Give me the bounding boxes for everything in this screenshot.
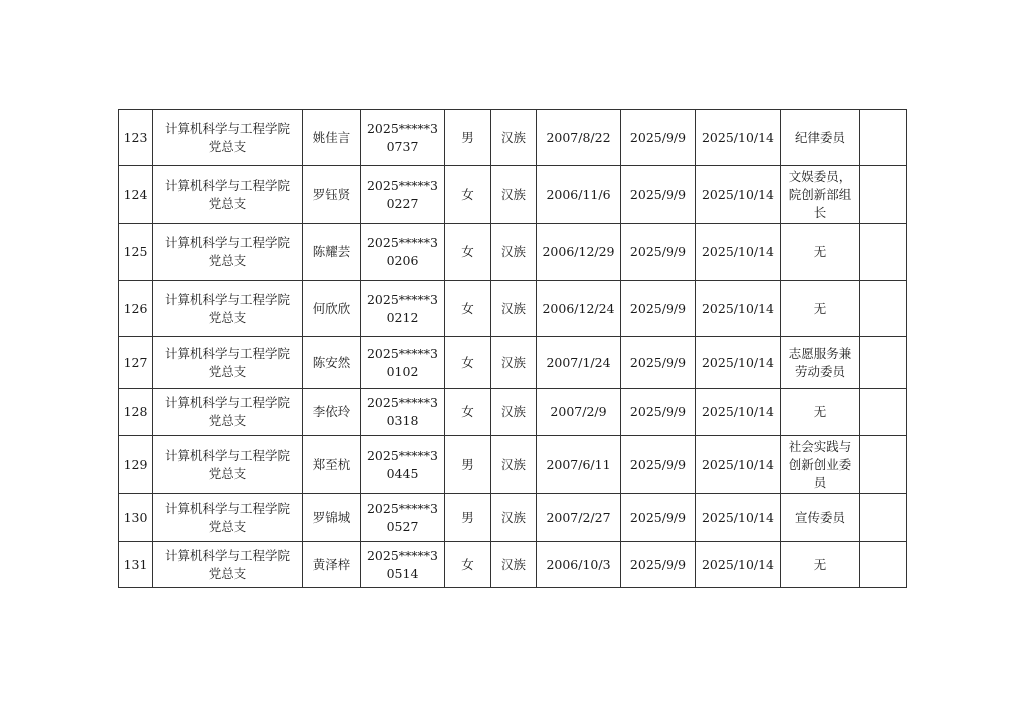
position-cell: 无 <box>781 389 860 436</box>
birth-date-cell: 2006/10/3 <box>537 542 621 588</box>
table-row <box>119 542 907 588</box>
note-cell <box>860 542 907 588</box>
date-cell-1: 2025/9/9 <box>621 389 696 436</box>
birth-date-cell: 2006/12/24 <box>537 281 621 337</box>
gender-cell: 男 <box>445 110 491 166</box>
name-cell: 罗锦城 <box>303 494 361 542</box>
student-id-cell: 2025*****3 0527 <box>361 494 445 542</box>
seq-cell: 128 <box>119 389 153 436</box>
date-cell-1: 2025/9/9 <box>621 494 696 542</box>
student-id-cell: 2025*****3 0318 <box>361 389 445 436</box>
name-cell: 陈安然 <box>303 337 361 389</box>
seq-cell: 123 <box>119 110 153 166</box>
gender-cell: 男 <box>445 436 491 494</box>
date-cell-2: 2025/10/14 <box>696 389 781 436</box>
seq-cell: 127 <box>119 337 153 389</box>
name-cell: 罗钰贤 <box>303 166 361 224</box>
note-cell <box>860 494 907 542</box>
ethnicity-cell: 汉族 <box>491 166 537 224</box>
seq-cell: 126 <box>119 281 153 337</box>
table-row <box>119 494 907 542</box>
student-id-cell: 2025*****3 0212 <box>361 281 445 337</box>
student-id-cell: 2025*****3 0227 <box>361 166 445 224</box>
position-cell: 文娱委员， 院创新部组 长 <box>781 166 860 224</box>
ethnicity-cell: 汉族 <box>491 389 537 436</box>
gender-cell: 女 <box>445 166 491 224</box>
party-branch-cell: 计算机科学与工程学院 党总支 <box>153 166 303 224</box>
date-cell-2: 2025/10/14 <box>696 224 781 281</box>
name-cell: 黄泽梓 <box>303 542 361 588</box>
birth-date-cell: 2007/6/11 <box>537 436 621 494</box>
student-id-cell: 2025*****3 0102 <box>361 337 445 389</box>
date-cell-1: 2025/9/9 <box>621 110 696 166</box>
student-id-cell: 2025*****3 0737 <box>361 110 445 166</box>
name-cell: 郑至杭 <box>303 436 361 494</box>
ethnicity-cell: 汉族 <box>491 542 537 588</box>
student-id-cell: 2025*****3 0206 <box>361 224 445 281</box>
note-cell <box>860 281 907 337</box>
position-cell: 宣传委员 <box>781 494 860 542</box>
gender-cell: 女 <box>445 224 491 281</box>
name-cell: 姚佳言 <box>303 110 361 166</box>
name-cell: 李依玲 <box>303 389 361 436</box>
birth-date-cell: 2007/8/22 <box>537 110 621 166</box>
party-branch-cell: 计算机科学与工程学院 党总支 <box>153 389 303 436</box>
seq-cell: 130 <box>119 494 153 542</box>
ethnicity-cell: 汉族 <box>491 436 537 494</box>
party-branch-cell: 计算机科学与工程学院 党总支 <box>153 494 303 542</box>
ethnicity-cell: 汉族 <box>491 224 537 281</box>
position-cell: 无 <box>781 281 860 337</box>
gender-cell: 女 <box>445 337 491 389</box>
party-branch-cell: 计算机科学与工程学院 党总支 <box>153 224 303 281</box>
seq-cell: 131 <box>119 542 153 588</box>
date-cell-2: 2025/10/14 <box>696 494 781 542</box>
party-branch-cell: 计算机科学与工程学院 党总支 <box>153 281 303 337</box>
roster-table <box>118 109 907 588</box>
ethnicity-cell: 汉族 <box>491 110 537 166</box>
ethnicity-cell: 汉族 <box>491 281 537 337</box>
gender-cell: 男 <box>445 494 491 542</box>
position-cell: 无 <box>781 224 860 281</box>
date-cell-1: 2025/9/9 <box>621 542 696 588</box>
date-cell-1: 2025/9/9 <box>621 337 696 389</box>
note-cell <box>860 110 907 166</box>
birth-date-cell: 2006/11/6 <box>537 166 621 224</box>
date-cell-1: 2025/9/9 <box>621 281 696 337</box>
date-cell-2: 2025/10/14 <box>696 281 781 337</box>
party-branch-cell: 计算机科学与工程学院 党总支 <box>153 337 303 389</box>
date-cell-1: 2025/9/9 <box>621 166 696 224</box>
party-branch-cell: 计算机科学与工程学院 党总支 <box>153 542 303 588</box>
table-row <box>119 337 907 389</box>
ethnicity-cell: 汉族 <box>491 494 537 542</box>
table-row <box>119 224 907 281</box>
gender-cell: 女 <box>445 389 491 436</box>
seq-cell: 125 <box>119 224 153 281</box>
seq-cell: 129 <box>119 436 153 494</box>
name-cell: 陈耀芸 <box>303 224 361 281</box>
note-cell <box>860 436 907 494</box>
party-branch-cell: 计算机科学与工程学院 党总支 <box>153 436 303 494</box>
position-cell: 志愿服务兼 劳动委员 <box>781 337 860 389</box>
date-cell-2: 2025/10/14 <box>696 542 781 588</box>
date-cell-2: 2025/10/14 <box>696 436 781 494</box>
date-cell-1: 2025/9/9 <box>621 436 696 494</box>
note-cell <box>860 224 907 281</box>
note-cell <box>860 166 907 224</box>
birth-date-cell: 2007/1/24 <box>537 337 621 389</box>
name-cell: 何欣欣 <box>303 281 361 337</box>
table-row <box>119 166 907 224</box>
birth-date-cell: 2006/12/29 <box>537 224 621 281</box>
birth-date-cell: 2007/2/27 <box>537 494 621 542</box>
position-cell: 纪律委员 <box>781 110 860 166</box>
position-cell: 社会实践与 创新创业委 员 <box>781 436 860 494</box>
student-id-cell: 2025*****3 0514 <box>361 542 445 588</box>
date-cell-2: 2025/10/14 <box>696 337 781 389</box>
table-row <box>119 389 907 436</box>
note-cell <box>860 337 907 389</box>
gender-cell: 女 <box>445 542 491 588</box>
date-cell-2: 2025/10/14 <box>696 110 781 166</box>
date-cell-1: 2025/9/9 <box>621 224 696 281</box>
party-branch-cell: 计算机科学与工程学院 党总支 <box>153 110 303 166</box>
note-cell <box>860 389 907 436</box>
student-id-cell: 2025*****3 0445 <box>361 436 445 494</box>
table-row <box>119 436 907 494</box>
gender-cell: 女 <box>445 281 491 337</box>
table-row <box>119 110 907 166</box>
birth-date-cell: 2007/2/9 <box>537 389 621 436</box>
table-row <box>119 281 907 337</box>
ethnicity-cell: 汉族 <box>491 337 537 389</box>
position-cell: 无 <box>781 542 860 588</box>
date-cell-2: 2025/10/14 <box>696 166 781 224</box>
seq-cell: 124 <box>119 166 153 224</box>
